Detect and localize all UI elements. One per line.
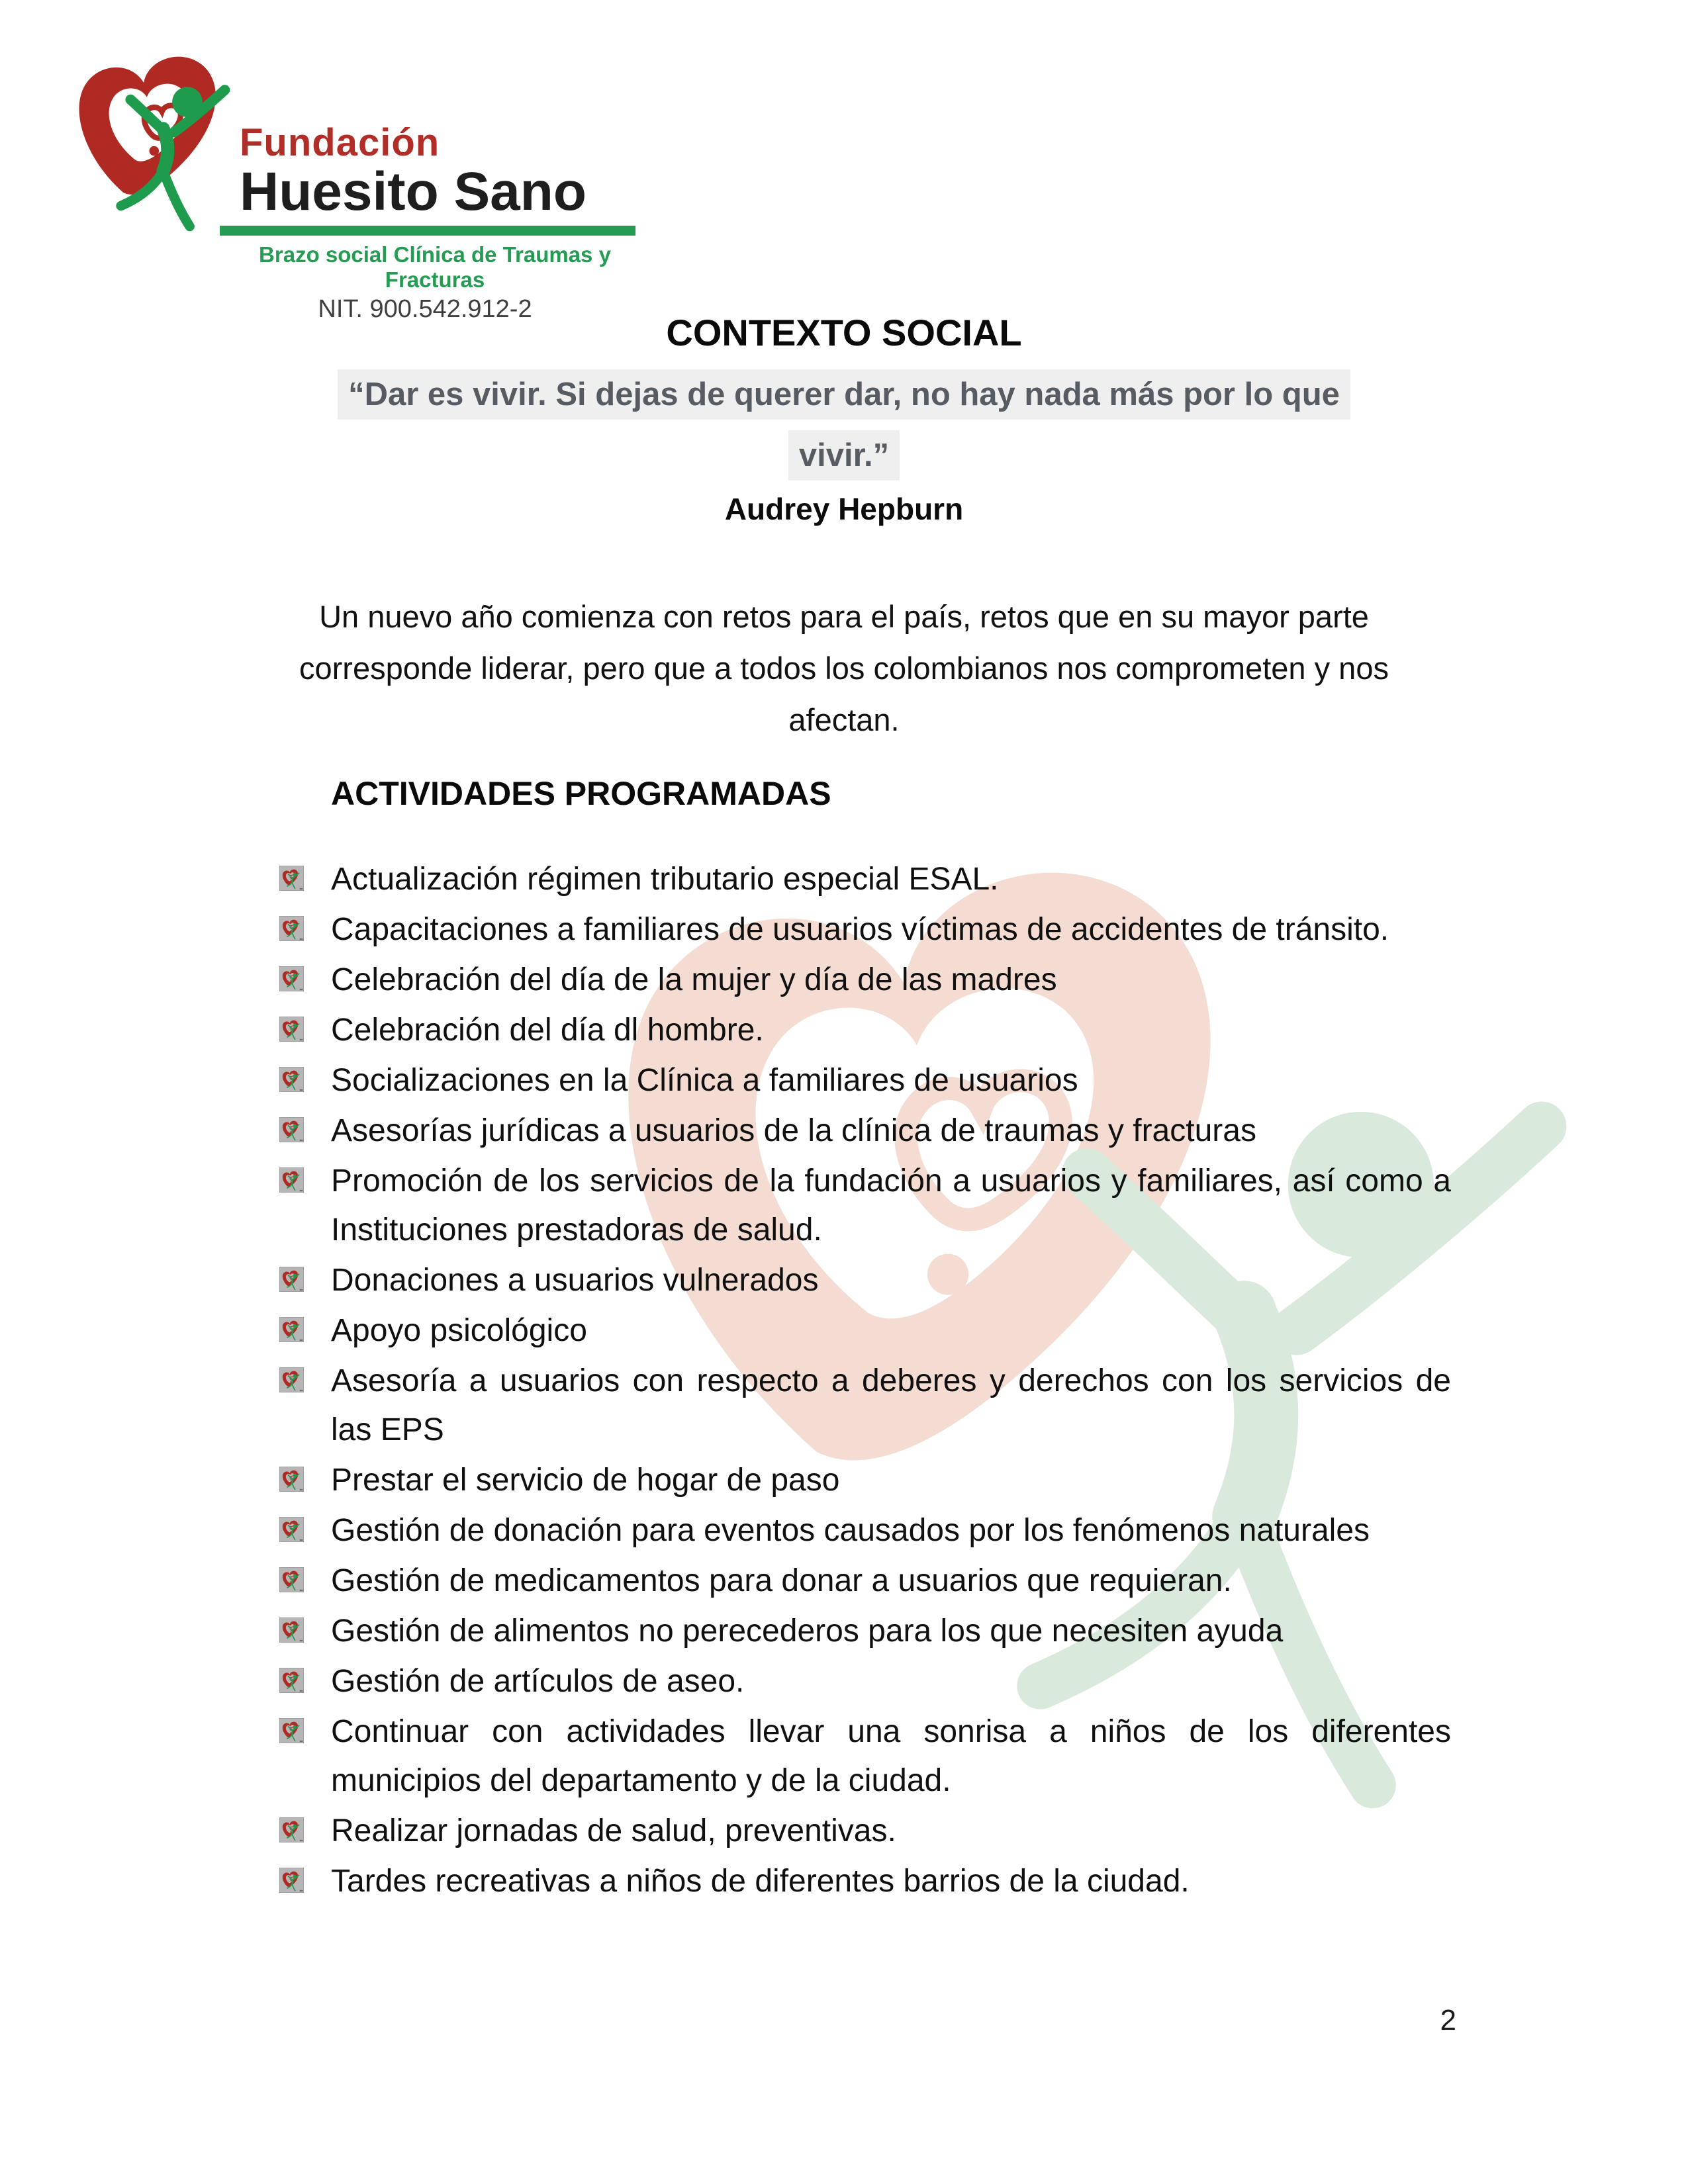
quote-line-1	[0, 369, 1688, 420]
activity-text: Realizar jornadas de salud, preventivas.	[331, 1813, 896, 1848]
activity-item	[279, 1006, 1451, 1055]
brand-bullet-icon	[279, 1617, 304, 1643]
brand-bullet-icon	[279, 1668, 304, 1693]
activity-text: Socializaciones en la Clínica a familiares de usuarios	[331, 1063, 1078, 1098]
activity-item	[279, 956, 1451, 1005]
brand-bullet-icon	[279, 1817, 304, 1843]
activity-item	[279, 1157, 1451, 1255]
intro-line: afectan.	[788, 702, 900, 737]
brand-bullet-icon	[279, 1868, 304, 1893]
intro-line: Un nuevo año comienza con retos para el país, retos que en su mayor parte	[319, 599, 1369, 634]
brand-bullet-icon	[279, 1117, 304, 1142]
brand-bullet-icon	[279, 1367, 304, 1392]
quote-highlight-2: vivir.”	[788, 430, 900, 480]
activity-text: Gestión de artículos de aseo.	[331, 1664, 745, 1699]
activity-text: Gestión de alimentos no perecederos para los que necesiten ayuda	[331, 1614, 1284, 1649]
intro-paragraph	[222, 591, 1466, 746]
activity-item	[279, 905, 1451, 954]
logo-org-line2: Huesito Sano	[240, 161, 586, 222]
logo-text-block	[240, 123, 650, 324]
brand-bullet-icon	[279, 1467, 304, 1492]
intro-line: corresponde liderar, pero que a todos los colombianos nos comprometen y nos	[299, 651, 1389, 686]
activity-text: Prestar el servicio de hogar de paso	[331, 1463, 840, 1498]
brand-bullet-icon	[279, 1718, 304, 1743]
activity-item	[279, 1607, 1451, 1656]
page-number: 2	[1440, 2004, 1456, 2036]
activity-text: Tardes recreativas a niños de diferentes barrios de la ciudad.	[331, 1864, 1190, 1899]
quote-author: Audrey Hepburn	[724, 492, 964, 526]
activities-heading: ACTIVIDADES PROGRAMADAS	[331, 775, 831, 812]
logo-nit: NIT. 900.542.912-2	[318, 295, 532, 323]
logo-divider-bar	[220, 226, 635, 236]
quote-line-2	[0, 430, 1688, 480]
brand-bullet-icon	[279, 1017, 304, 1042]
activity-item	[279, 1506, 1451, 1555]
activity-text: Apoyo psicológico	[331, 1313, 587, 1348]
activity-item	[279, 1306, 1451, 1355]
activity-text: Actualización régimen tributario especial ESAL.	[331, 862, 999, 897]
activity-text: Asesorías jurídicas a usuarios de la clínica de traumas y fracturas	[331, 1113, 1256, 1148]
brand-bullet-icon	[279, 966, 304, 991]
quote-highlight-1: “Dar es vivir. Si dejas de querer dar, no hay nada más por lo que	[338, 369, 1350, 420]
brand-bullet-icon	[279, 916, 304, 941]
brand-bullet-icon	[279, 1167, 304, 1193]
activity-text: Capacitaciones a familiares de usuarios víctimas de accidentes de tránsito.	[331, 912, 1389, 947]
brand-bullet-icon	[279, 1267, 304, 1292]
activity-item	[279, 1456, 1451, 1505]
activity-text: Continuar con actividades llevar una sonrisa a niños de los diferentes municipios del departamento y de la ciudad.	[331, 1714, 1451, 1798]
activity-text: Gestión de donación para eventos causados por los fenómenos naturales	[331, 1513, 1370, 1548]
logo-tagline: Brazo social Clínica de Traumas y Fracturas	[259, 242, 611, 292]
brand-bullet-icon	[279, 1067, 304, 1092]
activity-text: Donaciones a usuarios vulnerados	[331, 1263, 819, 1298]
activity-item	[279, 1056, 1451, 1105]
activity-item	[279, 1557, 1451, 1606]
activities-list	[279, 855, 1451, 1907]
activity-item	[279, 1256, 1451, 1305]
activity-item	[279, 1107, 1451, 1156]
logo-org-line1: Fundación	[240, 121, 440, 164]
activity-text: Celebración del día dl hombre.	[331, 1013, 764, 1048]
heart-figure-logo-icon	[63, 34, 256, 234]
brand-bullet-icon	[279, 1567, 304, 1592]
activity-item	[279, 855, 1451, 904]
page-title: CONTEXTO SOCIAL	[666, 312, 1022, 353]
activity-item	[279, 1857, 1451, 1906]
brand-bullet-icon	[279, 866, 304, 891]
activity-item	[279, 1707, 1451, 1805]
activity-text: Promoción de los servicios de la fundación a usuarios y familiares, así como a Instituciones prestadoras de salud.	[331, 1163, 1451, 1248]
activity-text: Celebración del día de la mujer y día de las madres	[331, 962, 1057, 997]
activity-item	[279, 1807, 1451, 1856]
activity-item	[279, 1657, 1451, 1706]
activity-item	[279, 1357, 1451, 1455]
activity-text: Gestión de medicamentos para donar a usuarios que requieran.	[331, 1563, 1232, 1598]
brand-bullet-icon	[279, 1517, 304, 1542]
activity-text: Asesoría a usuarios con respecto a deberes y derechos con los servicios de las EPS	[331, 1363, 1451, 1447]
brand-bullet-icon	[279, 1317, 304, 1342]
